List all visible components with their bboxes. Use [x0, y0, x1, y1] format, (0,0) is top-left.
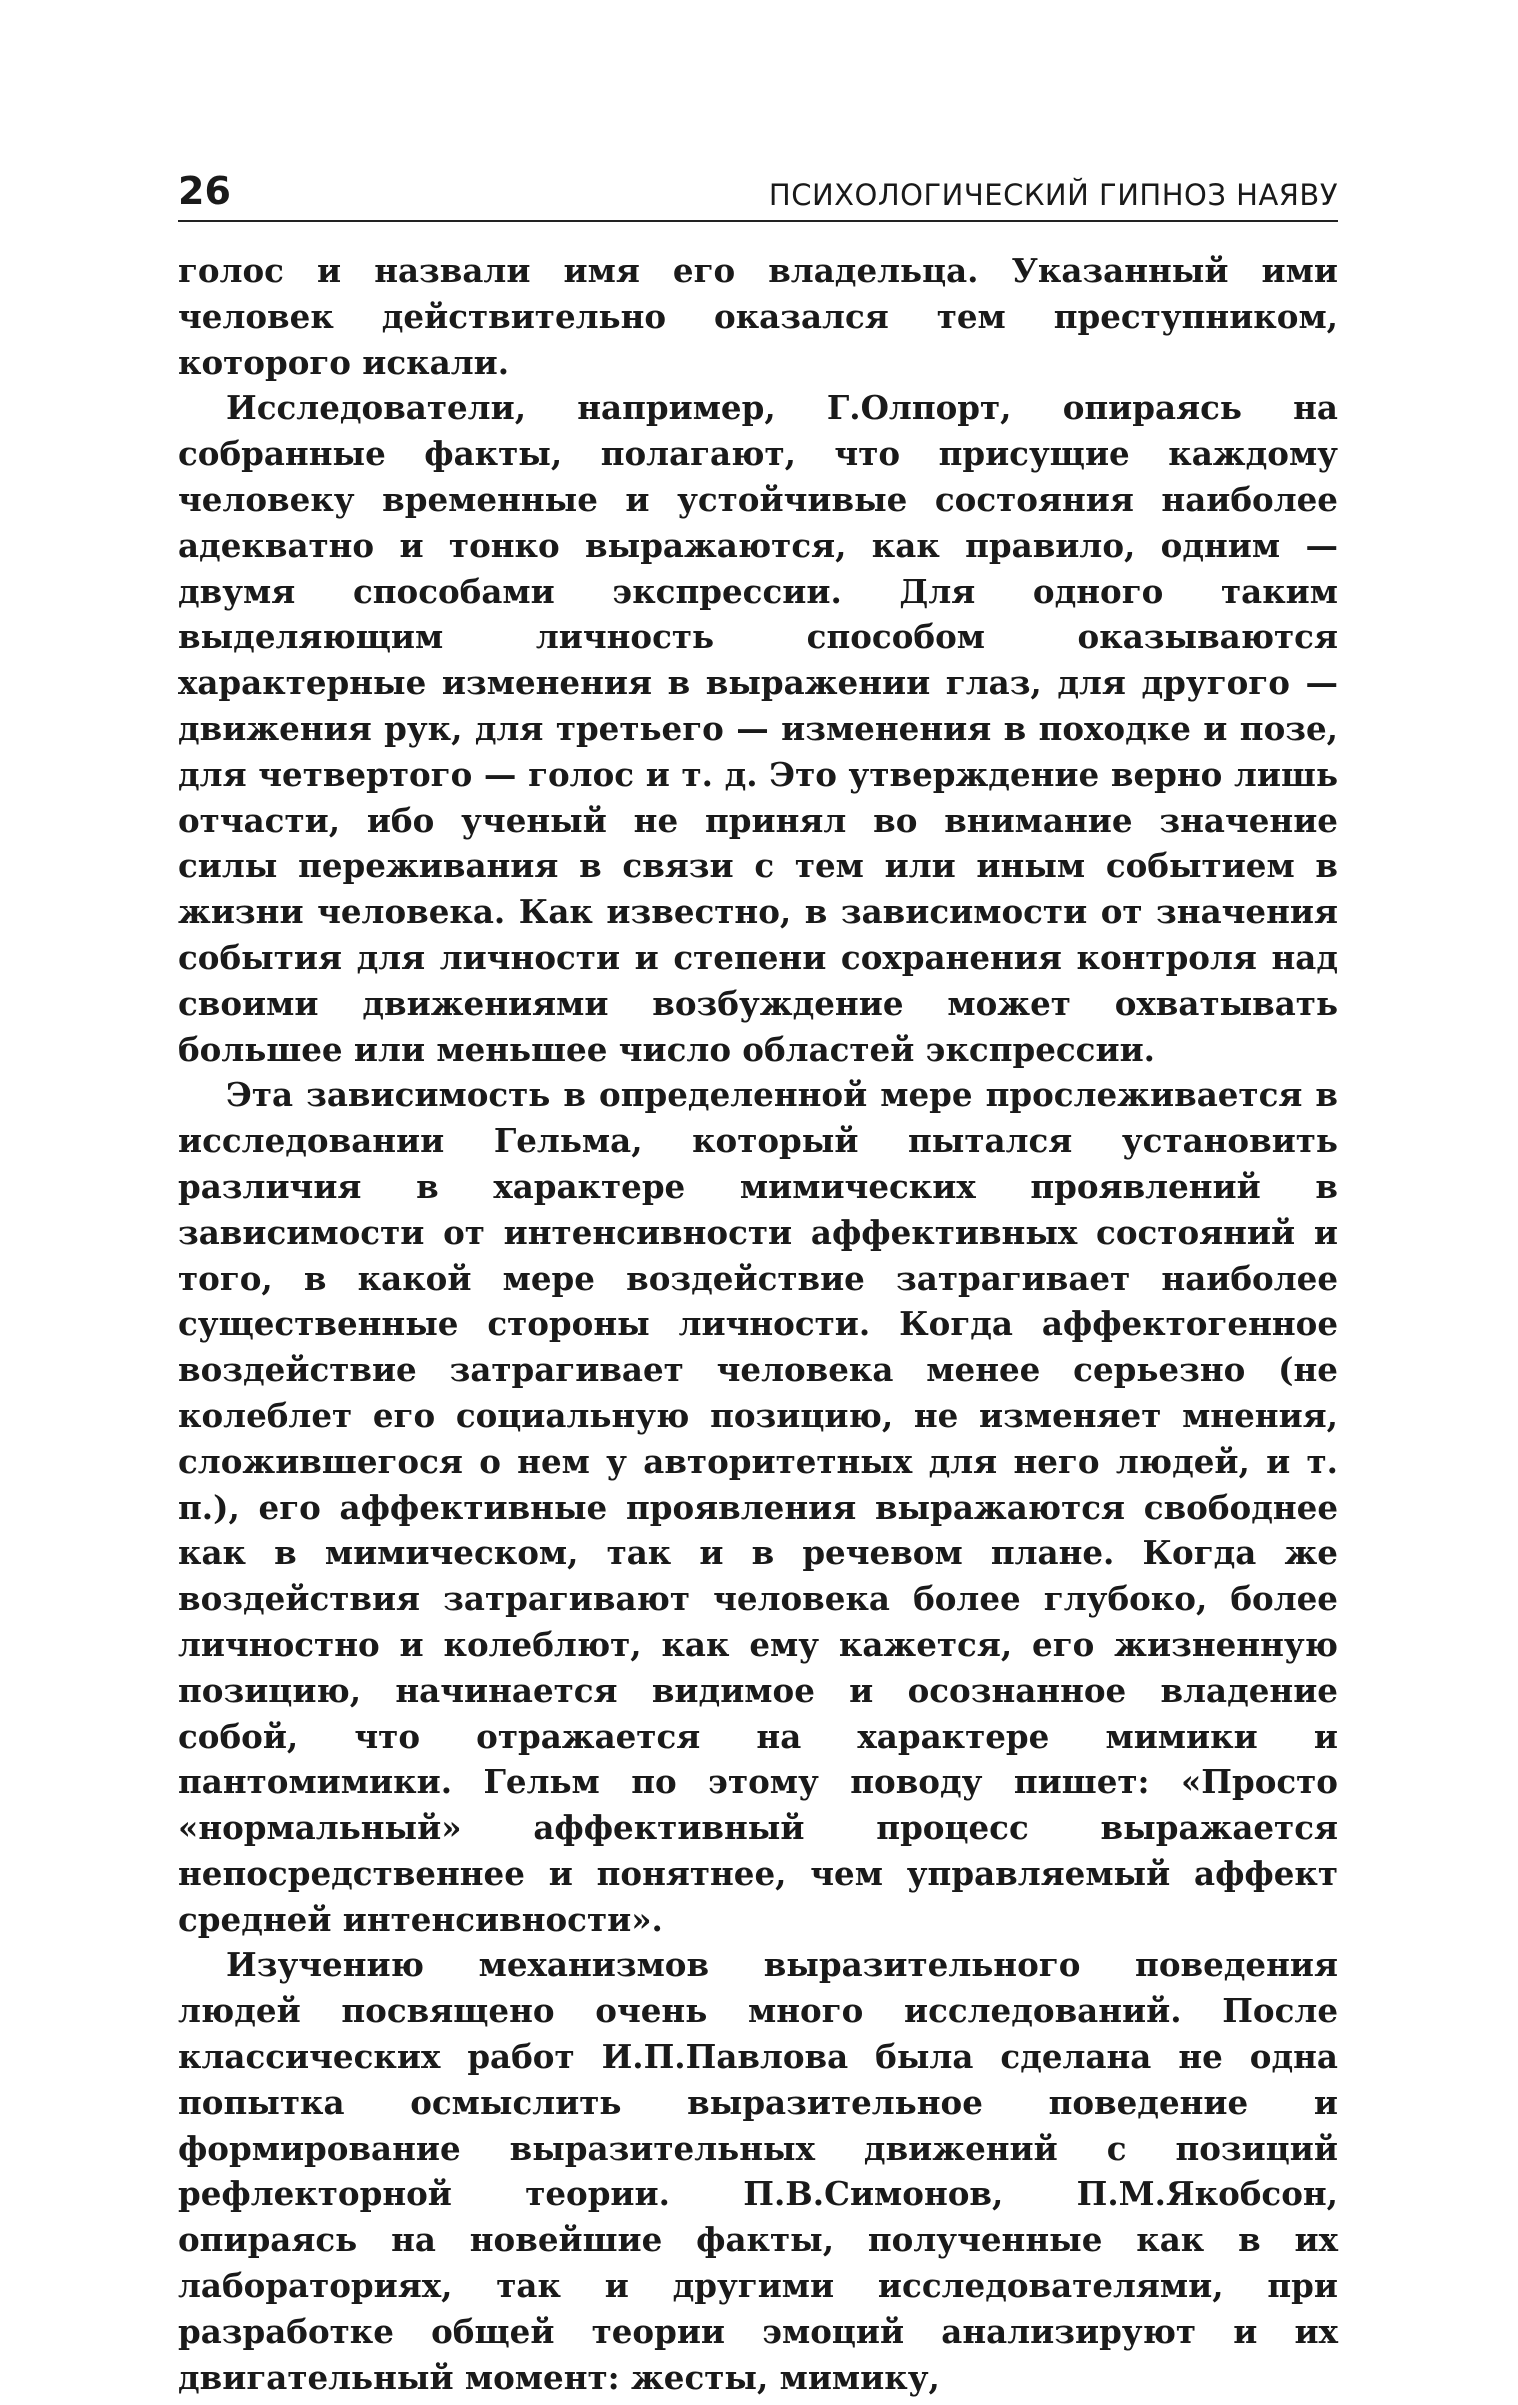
- paragraph-continuation: голос и назвали имя его владельца. Указанный ими человек действительно оказался тем преступником, которого искали.: [178, 251, 1338, 382]
- page-number: 26: [178, 169, 231, 213]
- body-text: [178, 248, 1338, 2400]
- running-head: [178, 150, 1338, 222]
- paragraph: Исследователи, например, Г.Олпорт, опираясь на собранные факты, полагают, что присущие каждому человеку временные и устойчивые состояния наиболее адекватно и тонко выражаются, как правило, одним — двумя способами экспрессии. Для одного таким выделяющим личность способом оказываются характерные изменения в выражении глаз, для другого — движения рук, для третьего — изменения в походке и позе, для четвертого — голос и т. д. Это утверждение верно лишь отчасти, ибо ученый не принял во внимание значение силы переживания в связи с тем или иным событием в жизни человека. Как известно, в зависимости от значения события для личности и степени сохранения контроля над своими движениями возбуждение может охватывать большее или меньшее число областей экспрессии.: [178, 388, 1338, 1069]
- running-title: ПСИХОЛОГИЧЕСКИЙ ГИПНОЗ НАЯВУ: [768, 178, 1338, 212]
- book-page: [178, 150, 1338, 2400]
- paragraph: Изучению механизмов выразительного поведения людей посвящено очень много исследований. После классических работ И.П.Павлова была сделана не одна попытка осмыслить выразительное поведение и формирование выразительных движений с позиций рефлекторной теории. П.В.Симонов, П.М.Якобсон, опираясь на новейшие факты, полученные как в их лабораториях, так и другими исследователями, при разработке общей теории эмоций анализируют и их двигательный момент: жесты, мимику,: [178, 1945, 1338, 2397]
- paragraph: Эта зависимость в определенной мере прослеживается в исследовании Гельма, который пытался установить различия в характере мимических проявлений в зависимости от интенсивности аффективных состояний и того, в какой мере воздействие затрагивает наиболее существенные стороны личности. Когда аффектогенное воздействие затрагивает человека менее серьезно (не колеблет его социальную позицию, не изменяет мнения, сложившегося о нем у авторитетных для него людей, и т. п.), его аффективные проявления выражаются свободнее как в мимическом, так и в речевом плане. Когда же воздействия затрагивают человека более глубоко, более личностно и колеблют, как ему кажется, его жизненную позицию, начинается видимое и осознанное владение собой, что отражается на характере мимики и пантомимики. Гельм по этому поводу пишет: «Просто «нормальный» аффективный процесс выражается непосредственнее и понятнее, чем управляемый аффект средней интенсивности».: [178, 1075, 1338, 1939]
